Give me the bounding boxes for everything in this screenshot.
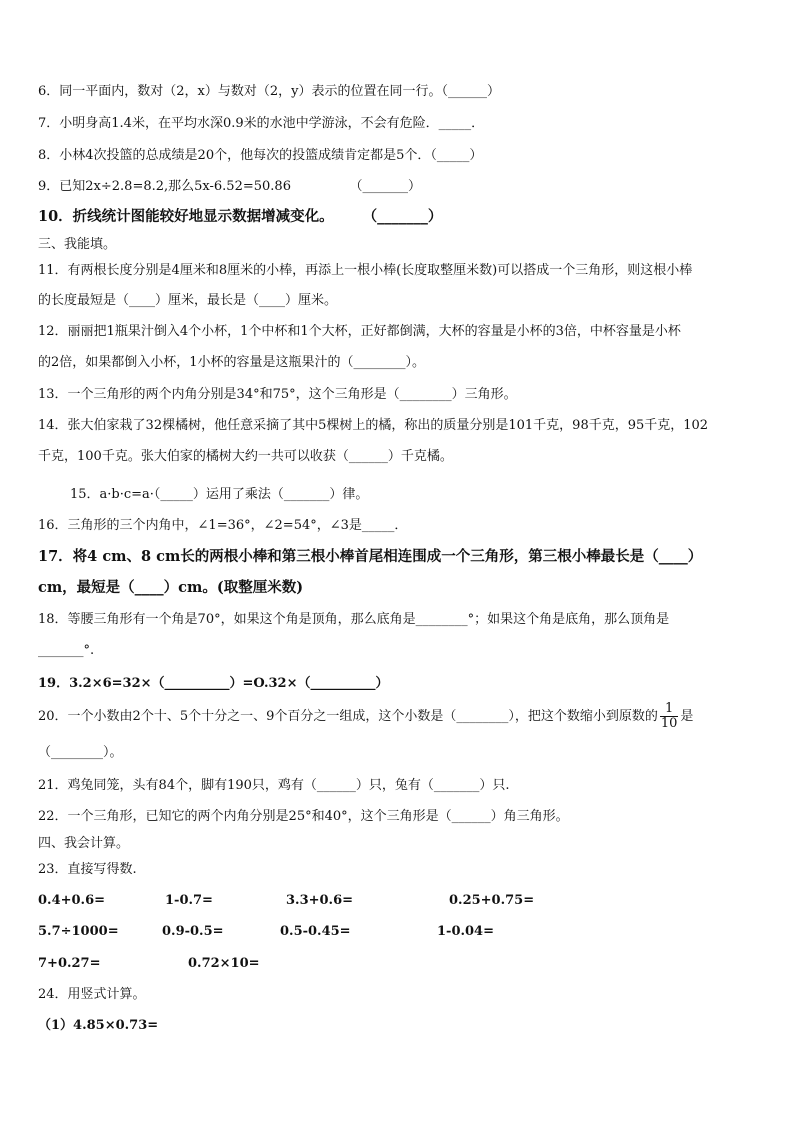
- question-7: 7．小明身高1.4米，在平均水深0.9米的水池中学游泳，不会有危险．_____．: [38, 116, 485, 131]
- question-15: 15．a·b·c=a·（_____）运用了乘法（_______）律。: [70, 487, 369, 502]
- question-14-line2: 千克，100千克。张大伯家的橘树大约一共可以收获（______）千克橘。: [38, 449, 453, 464]
- question-11-line1: 11．有两根长度分别是4厘米和8厘米的小棒，再添上一根小棒(长度取整厘米数)可以搭成一个三角形，则这根小棒: [38, 263, 693, 278]
- calc-item: 0.9-0.5=: [162, 924, 224, 939]
- question-20-text: 20．一个小数由2个十、5个十分之一、9个百分之一组成，这个小数是（________），把这个数缩小到原数的: [38, 709, 658, 724]
- question-24-part-1: （1）4.85×0.73=: [38, 1018, 159, 1033]
- calc-item: 7+0.27=: [38, 956, 101, 971]
- question-8: 8．小林4次投篮的总成绩是20个，他每次的投篮成绩肯定都是5个．（_____）: [38, 148, 483, 163]
- question-14-line1: 14．张大伯家栽了32棵橘树，他任意采摘了其中5棵树上的橘，称出的质量分别是101千克，98千克，95千克，102: [38, 418, 709, 433]
- question-18-line2: _______°.: [38, 643, 95, 658]
- calc-item: 0.25+0.75=: [449, 893, 535, 908]
- question-9: 9．已知2x÷2.8=8.2,那么5x-6.52=50.86 （_______）: [38, 179, 421, 194]
- section-4-heading: 四、我会计算。: [38, 836, 130, 851]
- question-17-line1: 17．将4 cm、8 cm长的两根小棒和第三根小棒首尾相连围成一个三角形，第三根小棒最长是（____）: [38, 548, 703, 565]
- calc-item: 3.3+0.6=: [286, 893, 354, 908]
- calc-item: 0.4+0.6=: [38, 893, 106, 908]
- calc-item: 1-0.04=: [437, 924, 494, 939]
- question-12-line2: 的2倍，如果都倒入小杯，1小杯的容量是这瓶果汁的（________）。: [38, 355, 426, 370]
- fraction-numerator: 1: [660, 702, 679, 717]
- question-12-line1: 12．丽丽把1瓶果汁倒入4个小杯，1个中杯和1个大杯，正好都倒满，大杯的容量是小杯的3倍，中杯容量是小杯: [38, 324, 681, 339]
- question-13: 13．一个三角形的两个内角分别是34°和75°，这个三角形是（________）三角形。: [38, 387, 517, 402]
- calc-item: 5.7÷1000=: [38, 924, 119, 939]
- calc-item: 0.5-0.45=: [280, 924, 351, 939]
- section-3-heading: 三、我能填。: [38, 237, 117, 252]
- fraction-one-tenth: [660, 702, 679, 731]
- question-22: 22．一个三角形，已知它的两个内角分别是25°和40°，这个三角形是（______）角三角形。: [38, 809, 569, 824]
- question-20-suffix: 是: [680, 709, 694, 724]
- question-6: 6．同一平面内，数对（2，x）与数对（2，y）表示的位置在同一行。（______）: [38, 84, 500, 99]
- question-18-line1: 18．等腰三角形有一个角是70°，如果这个角是顶角，那么底角是________°；如果这个角是底角，那么顶角是: [38, 612, 670, 627]
- calc-item: 0.72×10=: [188, 956, 260, 971]
- question-20-line2: （________）。: [38, 745, 123, 760]
- question-11-line2: 的长度最短是（____）厘米，最长是（____）厘米。: [38, 293, 338, 308]
- question-21: 21．鸡兔同笼，头有84个，脚有190只，鸡有（______）只，兔有（_______）只.: [38, 778, 510, 793]
- question-24: 24．用竖式计算。: [38, 987, 146, 1002]
- question-23: 23．直接写得数.: [38, 862, 137, 877]
- question-20-line1: [38, 702, 693, 732]
- question-19: 19．3.2×6=32×（__________）=O.32×（__________）: [38, 676, 389, 691]
- fraction-denominator: 10: [660, 716, 678, 731]
- question-10: 10．折线统计图能较好地显示数据增减变化。 （_______）: [38, 208, 443, 225]
- question-17-line2: cm，最短是（____）cm。(取整厘米数): [38, 579, 304, 596]
- calc-item: 1-0.7=: [165, 893, 213, 908]
- question-16: 16．三角形的三个内角中，∠1=36°，∠2=54°，∠3是_____．: [38, 518, 408, 533]
